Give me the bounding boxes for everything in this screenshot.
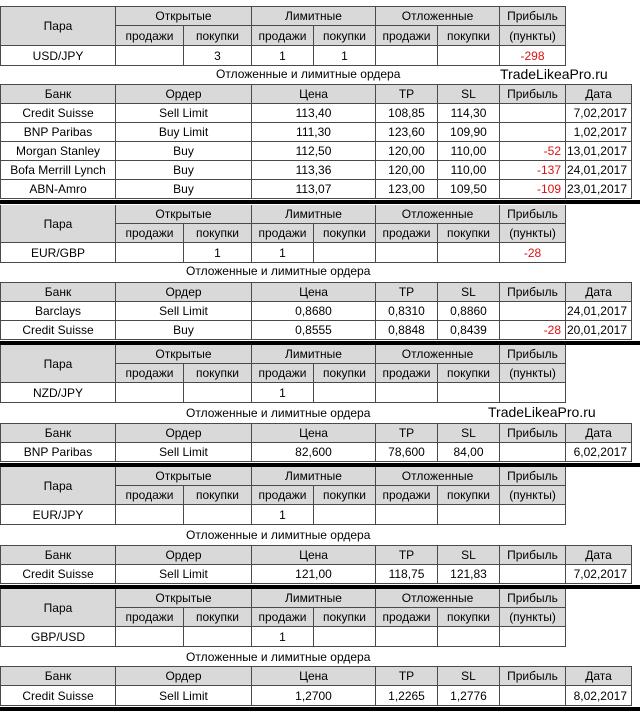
pending-header: Отложенные xyxy=(376,345,500,364)
price-cell: 0,8680 xyxy=(252,302,376,321)
profit-cell: -109 xyxy=(500,180,566,199)
count-pending-sell xyxy=(376,243,438,263)
tp-cell: 0,8848 xyxy=(376,321,438,340)
count-open-buy xyxy=(184,505,252,525)
order-cell: Buy xyxy=(116,180,252,199)
summary-profit xyxy=(500,505,566,525)
limit-header: Лимитные xyxy=(252,589,376,608)
tp-header: TP xyxy=(376,423,438,443)
open-sell-header: продажи xyxy=(116,364,184,383)
sl-cell: 0,8439 xyxy=(438,321,500,340)
sl-header: SL xyxy=(438,282,500,302)
bank-header: Банк xyxy=(0,282,116,302)
limit-header: Лимитные xyxy=(252,467,376,486)
price-header: Цена xyxy=(252,666,376,686)
date-cell: 13,01,2017 xyxy=(566,142,632,161)
count-limit-buy xyxy=(314,505,376,525)
limit-buy-header: покупки xyxy=(314,364,376,383)
tp-cell: 123,60 xyxy=(376,123,438,142)
count-open-sell xyxy=(116,627,184,647)
order-cell: Sell Limit xyxy=(116,302,252,321)
pair-header: Пара xyxy=(0,205,116,243)
open-header: Открытые xyxy=(116,467,252,486)
open-sell-header: продажи xyxy=(116,224,184,243)
count-limit-sell: 1 xyxy=(252,46,314,66)
count-limit-buy xyxy=(314,383,376,403)
order-header: Ордер xyxy=(116,282,252,302)
orders-title: Отложенные и лимитные ордера xyxy=(186,406,371,420)
bank-cell: Credit Suisse xyxy=(0,565,116,584)
date-header: Дата xyxy=(566,282,632,302)
order-cell: Buy xyxy=(116,142,252,161)
profit-header: Прибыль xyxy=(500,666,566,686)
profit-cell xyxy=(500,565,566,584)
points-header: (пункты) xyxy=(500,364,566,383)
limit-header: Лимитные xyxy=(252,205,376,224)
tp-cell: 120,00 xyxy=(376,161,438,180)
profit-header: Прибыль xyxy=(500,589,566,608)
count-open-sell xyxy=(116,243,184,263)
profit-cell: -52 xyxy=(500,142,566,161)
bank-cell: BNP Paribas xyxy=(0,123,116,142)
order-cell: Sell Limit xyxy=(116,104,252,123)
orders-title: Отложенные и лимитные ордера xyxy=(186,528,371,542)
bank-cell: ABN-Amro xyxy=(0,180,116,199)
pair-header: Пара xyxy=(0,467,116,505)
points-header: (пункты) xyxy=(500,608,566,627)
count-limit-buy xyxy=(314,627,376,647)
limit-header: Лимитные xyxy=(252,345,376,364)
pending-sell-header: продажи xyxy=(376,608,438,627)
profit-header: Прибыль xyxy=(500,423,566,443)
pair-name: EUR/JPY xyxy=(0,505,116,525)
section-divider xyxy=(0,707,640,711)
profit-cell xyxy=(500,104,566,123)
sl-cell: 0,8860 xyxy=(438,302,500,321)
profit-cell xyxy=(500,443,566,462)
limit-sell-header: продажи xyxy=(252,486,314,505)
order-cell: Buy xyxy=(116,161,252,180)
order-cell: Buy Limit xyxy=(116,123,252,142)
points-header: (пункты) xyxy=(500,26,566,46)
limit-sell-header: продажи xyxy=(252,224,314,243)
summary-profit: -298 xyxy=(500,46,566,66)
count-pending-buy xyxy=(438,383,500,403)
price-cell: 113,40 xyxy=(252,104,376,123)
tp-cell: 1,2265 xyxy=(376,686,438,706)
open-header: Открытые xyxy=(116,345,252,364)
order-cell: Sell Limit xyxy=(116,443,252,462)
profit-cell xyxy=(500,302,566,321)
tp-cell: 0,8310 xyxy=(376,302,438,321)
count-pending-buy xyxy=(438,627,500,647)
tp-cell: 118,75 xyxy=(376,565,438,584)
price-cell: 0,8555 xyxy=(252,321,376,340)
date-cell: 1,02,2017 xyxy=(566,123,632,142)
count-open-sell xyxy=(116,505,184,525)
profit-header: Прибыль xyxy=(500,6,566,26)
price-cell: 113,07 xyxy=(252,180,376,199)
open-buy-header: покупки xyxy=(184,608,252,627)
tp-header: TP xyxy=(376,282,438,302)
tp-cell: 123,00 xyxy=(376,180,438,199)
date-header: Дата xyxy=(566,666,632,686)
limit-sell-header: продажи xyxy=(252,608,314,627)
bank-cell: Morgan Stanley xyxy=(0,142,116,161)
date-cell: 20,01,2017 xyxy=(566,321,632,340)
date-cell: 24,01,2017 xyxy=(566,302,632,321)
price-header: Цена xyxy=(252,545,376,565)
price-cell: 1,2700 xyxy=(252,686,376,706)
brand-label: TradeLikeaPro.ru xyxy=(488,404,596,420)
open-sell-header: продажи xyxy=(116,486,184,505)
date-cell: 7,02,2017 xyxy=(566,104,632,123)
open-buy-header: покупки xyxy=(184,364,252,383)
order-header: Ордер xyxy=(116,84,252,104)
price-header: Цена xyxy=(252,84,376,104)
profit-header: Прибыль xyxy=(500,84,566,104)
date-header: Дата xyxy=(566,84,632,104)
bank-cell: Barclays xyxy=(0,302,116,321)
profit-cell xyxy=(500,686,566,706)
tp-cell: 78,600 xyxy=(376,443,438,462)
bank-cell: Credit Suisse xyxy=(0,321,116,340)
profit-header: Прибыль xyxy=(500,282,566,302)
open-sell-header: продажи xyxy=(116,26,184,46)
profit-header: Прибыль xyxy=(500,467,566,486)
limit-buy-header: покупки xyxy=(314,224,376,243)
limit-sell-header: продажи xyxy=(252,364,314,383)
count-pending-buy xyxy=(438,243,500,263)
profit-header: Прибыль xyxy=(500,345,566,364)
pair-header: Пара xyxy=(0,589,116,627)
count-pending-buy xyxy=(438,46,500,66)
sl-header: SL xyxy=(438,545,500,565)
sl-cell: 114,30 xyxy=(438,104,500,123)
price-header: Цена xyxy=(252,423,376,443)
summary-profit xyxy=(500,383,566,403)
order-cell: Sell Limit xyxy=(116,686,252,706)
sl-cell: 1,2776 xyxy=(438,686,500,706)
pending-buy-header: покупки xyxy=(438,26,500,46)
pending-header: Отложенные xyxy=(376,205,500,224)
pending-buy-header: покупки xyxy=(438,608,500,627)
limit-header: Лимитные xyxy=(252,6,376,26)
pending-header: Отложенные xyxy=(376,467,500,486)
open-buy-header: покупки xyxy=(184,224,252,243)
bank-header: Банк xyxy=(0,423,116,443)
open-buy-header: покупки xyxy=(184,26,252,46)
profit-cell: -137 xyxy=(500,161,566,180)
count-limit-sell: 1 xyxy=(252,383,314,403)
profit-cell xyxy=(500,123,566,142)
tp-header: TP xyxy=(376,666,438,686)
pending-buy-header: покупки xyxy=(438,364,500,383)
bank-cell: Credit Suisse xyxy=(0,686,116,706)
profit-cell: -28 xyxy=(500,321,566,340)
summary-profit: -28 xyxy=(500,243,566,263)
price-cell: 113,36 xyxy=(252,161,376,180)
count-pending-sell xyxy=(376,505,438,525)
date-cell: 7,02,2017 xyxy=(566,565,632,584)
count-limit-sell: 1 xyxy=(252,627,314,647)
orders-title: Отложенные и лимитные ордера xyxy=(216,67,401,81)
bank-header: Банк xyxy=(0,666,116,686)
pending-header: Отложенные xyxy=(376,6,500,26)
sl-header: SL xyxy=(438,423,500,443)
pending-sell-header: продажи xyxy=(376,224,438,243)
price-cell: 111,30 xyxy=(252,123,376,142)
tp-header: TP xyxy=(376,84,438,104)
count-limit-sell: 1 xyxy=(252,505,314,525)
points-header: (пункты) xyxy=(500,486,566,505)
pending-sell-header: продажи xyxy=(376,486,438,505)
sl-cell: 84,00 xyxy=(438,443,500,462)
limit-sell-header: продажи xyxy=(252,26,314,46)
bank-cell: Bofa Merrill Lynch xyxy=(0,161,116,180)
pair-header: Пара xyxy=(0,345,116,383)
sl-cell: 109,90 xyxy=(438,123,500,142)
pair-name: USD/JPY xyxy=(0,46,116,66)
pair-name: NZD/JPY xyxy=(0,383,116,403)
open-sell-header: продажи xyxy=(116,608,184,627)
count-open-sell xyxy=(116,46,184,66)
open-buy-header: покупки xyxy=(184,486,252,505)
summary-profit xyxy=(500,627,566,647)
date-header: Дата xyxy=(566,545,632,565)
order-cell: Sell Limit xyxy=(116,565,252,584)
orders-title: Отложенные и лимитные ордера xyxy=(186,650,371,664)
order-header: Ордер xyxy=(116,545,252,565)
section-divider xyxy=(0,200,640,204)
pair-name: GBP/USD xyxy=(0,627,116,647)
count-open-buy: 1 xyxy=(184,243,252,263)
limit-buy-header: покупки xyxy=(314,26,376,46)
tp-header: TP xyxy=(376,545,438,565)
open-header: Открытые xyxy=(116,6,252,26)
pending-sell-header: продажи xyxy=(376,364,438,383)
date-cell: 6,02,2017 xyxy=(566,443,632,462)
count-open-buy xyxy=(184,383,252,403)
count-limit-buy: 1 xyxy=(314,46,376,66)
open-header: Открытые xyxy=(116,205,252,224)
sl-cell: 121,83 xyxy=(438,565,500,584)
pair-name: EUR/GBP xyxy=(0,243,116,263)
price-cell: 112,50 xyxy=(252,142,376,161)
order-header: Ордер xyxy=(116,423,252,443)
pending-sell-header: продажи xyxy=(376,26,438,46)
order-header: Ордер xyxy=(116,666,252,686)
count-limit-sell: 1 xyxy=(252,243,314,263)
profit-header: Прибыль xyxy=(500,545,566,565)
pending-header: Отложенные xyxy=(376,589,500,608)
brand-label: TradeLikeaPro.ru xyxy=(500,66,608,82)
price-cell: 82,600 xyxy=(252,443,376,462)
tp-cell: 108,85 xyxy=(376,104,438,123)
sl-cell: 110,00 xyxy=(438,142,500,161)
count-pending-buy xyxy=(438,505,500,525)
sl-cell: 109,50 xyxy=(438,180,500,199)
count-pending-sell xyxy=(376,46,438,66)
count-pending-sell xyxy=(376,627,438,647)
bank-cell: BNP Paribas xyxy=(0,443,116,462)
orders-title: Отложенные и лимитные ордера xyxy=(186,264,371,278)
price-header: Цена xyxy=(252,282,376,302)
count-open-buy xyxy=(184,627,252,647)
pending-buy-header: покупки xyxy=(438,224,500,243)
bank-cell: Credit Suisse xyxy=(0,104,116,123)
count-limit-buy xyxy=(314,243,376,263)
points-header: (пункты) xyxy=(500,224,566,243)
sl-header: SL xyxy=(438,666,500,686)
sl-header: SL xyxy=(438,84,500,104)
date-cell: 24,01,2017 xyxy=(566,161,632,180)
bank-header: Банк xyxy=(0,84,116,104)
pair-header: Пара xyxy=(0,6,116,46)
tp-cell: 120,00 xyxy=(376,142,438,161)
limit-buy-header: покупки xyxy=(314,608,376,627)
order-cell: Buy xyxy=(116,321,252,340)
open-header: Открытые xyxy=(116,589,252,608)
pending-buy-header: покупки xyxy=(438,486,500,505)
date-header: Дата xyxy=(566,423,632,443)
count-pending-sell xyxy=(376,383,438,403)
date-cell: 8,02,2017 xyxy=(566,686,632,706)
sl-cell: 110,00 xyxy=(438,161,500,180)
count-open-buy: 3 xyxy=(184,46,252,66)
date-cell: 23,01,2017 xyxy=(566,180,632,199)
price-cell: 121,00 xyxy=(252,565,376,584)
profit-header: Прибыль xyxy=(500,205,566,224)
limit-buy-header: покупки xyxy=(314,486,376,505)
count-open-sell xyxy=(116,383,184,403)
bank-header: Банк xyxy=(0,545,116,565)
